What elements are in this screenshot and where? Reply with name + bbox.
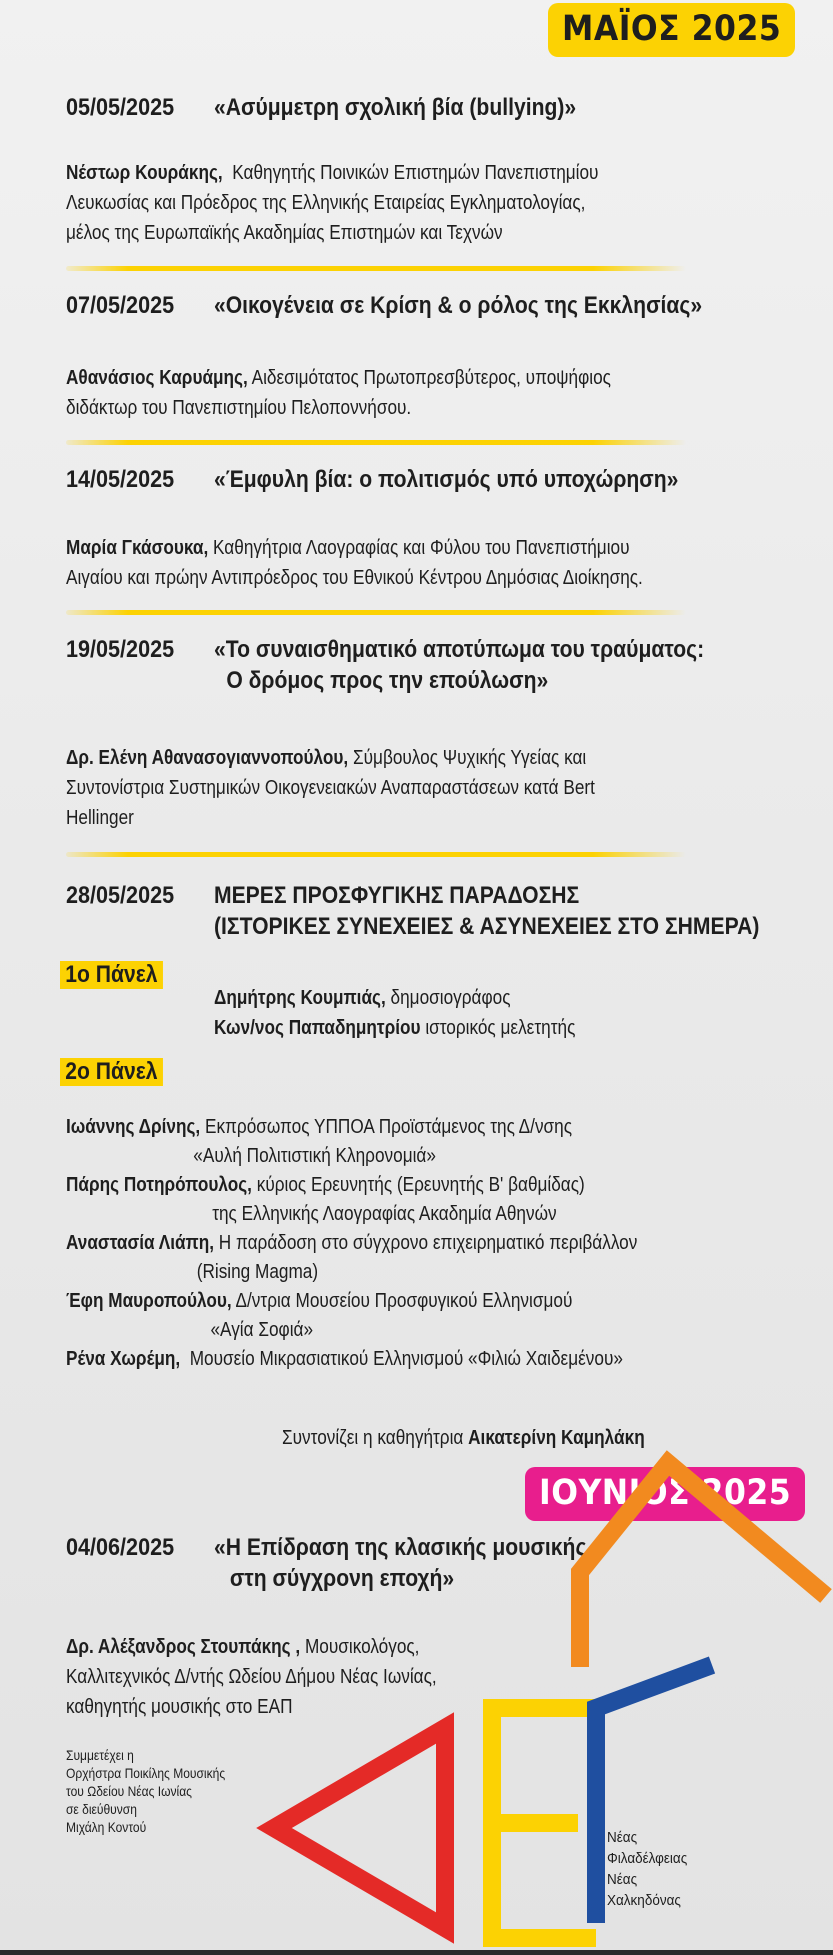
logo-delta-shape <box>274 1728 445 1928</box>
month-badge-may: ΜΑΪΟΣ 2025 <box>548 3 795 57</box>
speaker-role: Εκπρόσωπος ΥΠΠΟΑ Προϊστάμενος της Δ/νσης <box>204 1116 573 1138</box>
speaker-role: Η παράδοση στο σύγχρονο επιχειρηματικό περιβάλλον <box>218 1232 638 1254</box>
event-date: 04/06/2025 <box>66 1534 175 1561</box>
title-line: στη σύγχρονη εποχή» <box>229 1565 455 1592</box>
speaker-role: «Αυλή Πολιτιστική Κληρονομιά» <box>193 1145 436 1167</box>
event-date: 07/05/2025 <box>66 292 175 319</box>
speaker-role: Λευκωσίας και Πρόεδρος της Ελληνικής Εταιρείας Εγκληματολογίας, <box>66 192 586 214</box>
dea-caption: Νέας Φιλαδέλφειας Νέας Χαλκηδόνας <box>607 1829 688 1909</box>
speaker-role: Δ/ντρια Μουσείου Προσφυγικού Ελληνισμού <box>235 1290 573 1312</box>
speaker-role: ιστορικός μελετητής <box>425 1017 576 1039</box>
speaker-name: Κων/νος Παπαδημητρίου <box>214 1017 421 1039</box>
speaker-name: Δρ. Αλέξανδρος Στουπάκης , <box>66 1636 301 1658</box>
speaker-name: Ρένα Χωρέμη, <box>66 1348 181 1370</box>
speaker-name: Αναστασία Λιάπη, <box>66 1232 215 1254</box>
speaker-role: «Αγία Σοφιά» <box>210 1319 314 1341</box>
speaker-name: Ιωάννης Δρίνης, <box>66 1116 201 1138</box>
event-title: «Ασύμμετρη σχολική βία (bullying)» <box>214 94 577 121</box>
speaker-role: Hellinger <box>66 807 134 829</box>
speaker-role: καθηγητής μουσικής στο ΕΑΠ <box>66 1696 293 1718</box>
speaker-role: μέλος της Ευρωπαϊκής Ακαδημίας Επιστημών και Τεχνών <box>66 222 503 244</box>
speaker-role: (Rising Magma) <box>196 1261 319 1283</box>
speaker-name: Δημήτρης Κουμπιάς, <box>214 987 386 1009</box>
speaker-name: Πάρης Ποτηρόπουλος, <box>66 1174 252 1196</box>
orchestra-note: Συμμετέχει η Ορχήστρα Ποικίλης Μουσικής του Ωδείου Νέας Ιωνίας σε διεύθυνση Μιχάλη Κοντού <box>66 1747 226 1835</box>
month-badge-june: ΙΟΥΝΙΟΣ 2025 <box>525 1467 805 1521</box>
panel-label-2: 2ο Πάνελ <box>60 1058 163 1086</box>
speaker-role: Συντονίστρια Συστημικών Οικογενειακών Αναπαραστάσεων κατά Bert <box>66 777 595 799</box>
title-line: ΜΕΡΕΣ ΠΡΟΣΦΥΓΙΚΗΣ ΠΑΡΑΔΟΣΗΣ <box>214 882 580 909</box>
logo-epsilon-shape <box>492 1708 596 1938</box>
speaker-role: Αιδεσιμότατος Πρωτοπρεσβύτερος, υποψήφιος <box>251 367 611 389</box>
event-title: «Έμφυλη βία: ο πολιτισμός υπό υποχώρηση» <box>214 466 679 493</box>
title-line: (ΙΣΤΟΡΙΚΕΣ ΣΥΝΕΧΕΙΕΣ & ΑΣΥΝΕΧΕΙΕΣ ΣΤΟ ΣΗΜΕΡΑ) <box>214 913 760 940</box>
bottom-bar <box>0 1950 833 1955</box>
speaker-name: Έφη Μαυροπούλου, <box>66 1290 232 1312</box>
logo-roof-shape <box>580 1463 826 1667</box>
event-date: 28/05/2025 <box>66 882 175 909</box>
title-line: «Η Επίδραση της κλασικής μουσικής <box>214 1534 587 1561</box>
speaker-name: Μαρία Γκάσουκα, <box>66 537 209 559</box>
speaker-role: Μουσείο Μικρασιατικού Ελληνισμού «Φιλιώ Χαιδεμένου» <box>189 1348 623 1370</box>
speaker-name: Νέστωρ Κουράκης, <box>66 162 223 184</box>
speaker-role: της Ελληνικής Λαογραφίας Ακαδημία Αθηνών <box>212 1203 557 1225</box>
speaker-role: διδάκτωρ του Πανεπιστημίου Πελοποννήσου. <box>66 397 412 419</box>
speaker-role: Αιγαίου και πρώην Αντιπρόεδρος του Εθνικού Κέντρου Δημόσιας Διοίκησης. <box>66 567 643 589</box>
event-title: «Οικογένεια σε Κρίση & ο ρόλος της Εκκλησίας» <box>214 292 703 319</box>
speaker-role: Καθηγήτρια Λαογραφίας και Φύλου του Πανεπιστήμιου <box>213 537 630 559</box>
speaker-role: Σύμβουλος Ψυχικής Υγείας και <box>352 747 587 769</box>
speaker-name: Δρ. Ελένη Αθανασογιαννοπούλου, <box>66 747 349 769</box>
event-date: 19/05/2025 <box>66 636 175 663</box>
coordinator-prefix: Συντονίζει η καθηγήτρια <box>282 1427 464 1449</box>
event-date: 05/05/2025 <box>66 94 175 121</box>
speaker-role: Καθηγητής Ποινικών Επιστημών Πανεπιστημίου <box>232 162 599 184</box>
panel-label-1: 1ο Πάνελ <box>60 961 163 989</box>
event-date: 14/05/2025 <box>66 466 175 493</box>
speaker-role: κύριος Ερευνητής (Ερευνητής Β' βαθμίδας) <box>256 1174 585 1196</box>
title-line: «Το συναισθηματικό αποτύπωμα του τραύματος: <box>214 636 705 663</box>
speaker-role: δημοσιογράφος <box>390 987 511 1009</box>
speaker-name: Αθανάσιος Καρυάμης, <box>66 367 248 389</box>
coordinator-name: Αικατερίνη Καμηλάκη <box>468 1427 645 1449</box>
title-line: Ο δρόμος προς την επούλωση» <box>226 667 549 694</box>
speaker-role: Καλλιτεχνικός Δ/ντής Ωδείου Δήμου Νέας Ιωνίας, <box>66 1666 437 1688</box>
speaker-role: Μουσικολόγος, <box>304 1636 420 1658</box>
